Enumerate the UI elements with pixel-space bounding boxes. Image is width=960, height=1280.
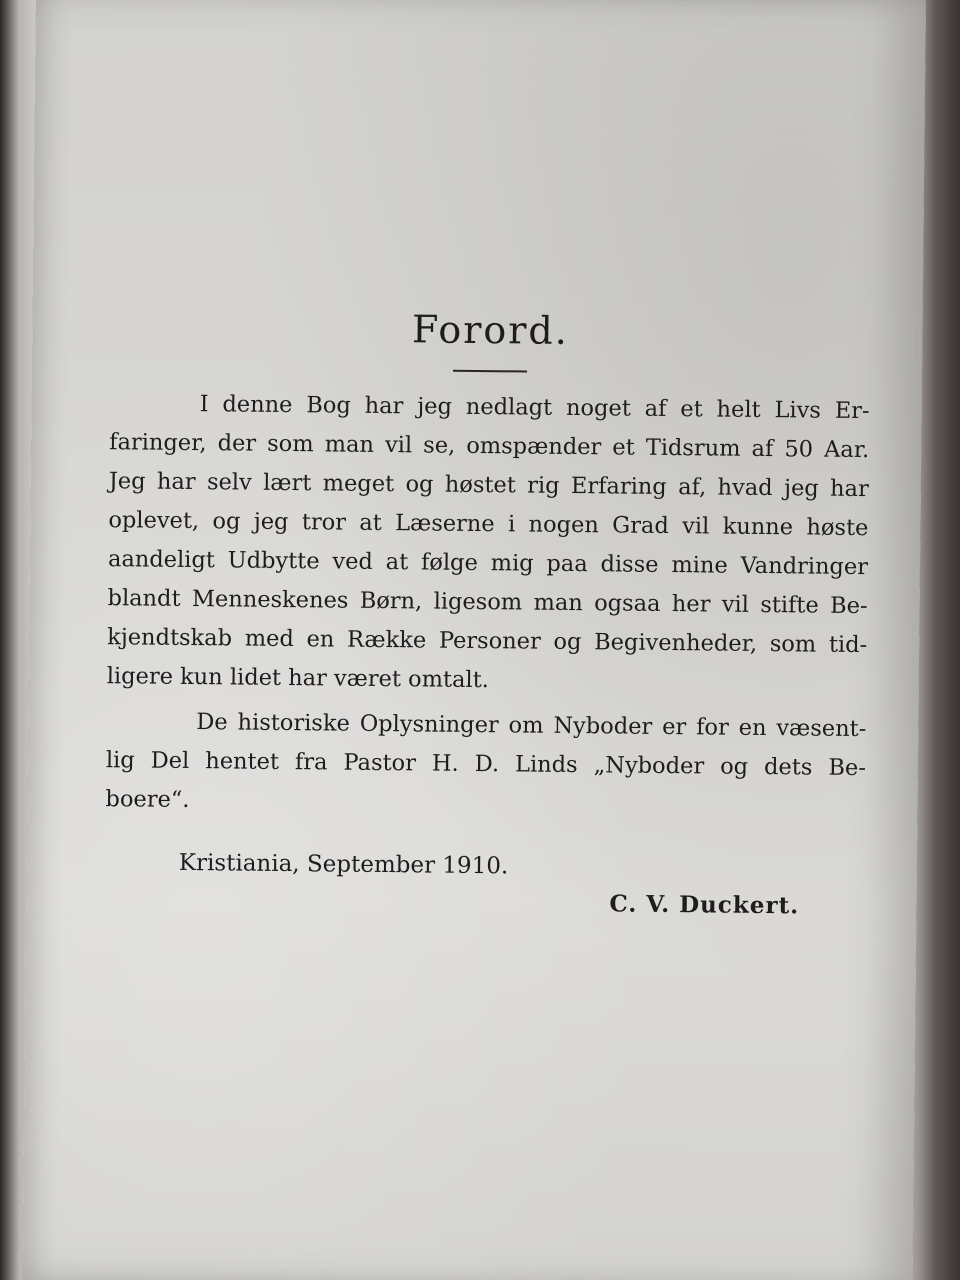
text-line: De historiske Oplysninger om Nyboder er for en væsent- [196,709,867,743]
place-date: Kristiania, September 1910. [178,849,509,880]
text-line: lig Del hentet fra Pastor H. D. Linds „Nyboder og dets Be- [105,747,867,782]
text-line: kjendtskab med en Række Personer og Begivenheder, som tid- [107,624,868,659]
text-line: faringer, der som man vil se, omspænder et Tidsrum af 50 Aar. [109,429,870,464]
text-line: aandeligt Udbytte ved at følge mig paa disse mine Vandringer [107,546,869,581]
paragraph-1 [107,384,870,704]
text-line: boere“. [105,786,190,813]
preface-heading: Forord. [411,307,570,353]
text-line: oplevet, og jeg tror at Læserne i nogen Grad vil kunne høste [108,507,869,542]
heading-divider [453,370,527,373]
preface-text [104,304,871,957]
author-signature: C. V. Duckert. [609,890,800,920]
text-line: ligere kun lidet har været omtalt. [106,663,489,694]
text-line: blandt Menneskenes Børn, ligesom man ogsaa her vil stifte Be- [107,585,868,620]
text-line: Jeg har selv lært meget og høstet rig Erfaring af, hvad jeg har [108,468,869,503]
closing-block [104,849,865,957]
text-line: I denne Bog har jeg nedlagt noget af et helt Livs Er- [199,391,870,425]
book-page [22,0,926,1280]
paragraph-2 [105,702,866,827]
